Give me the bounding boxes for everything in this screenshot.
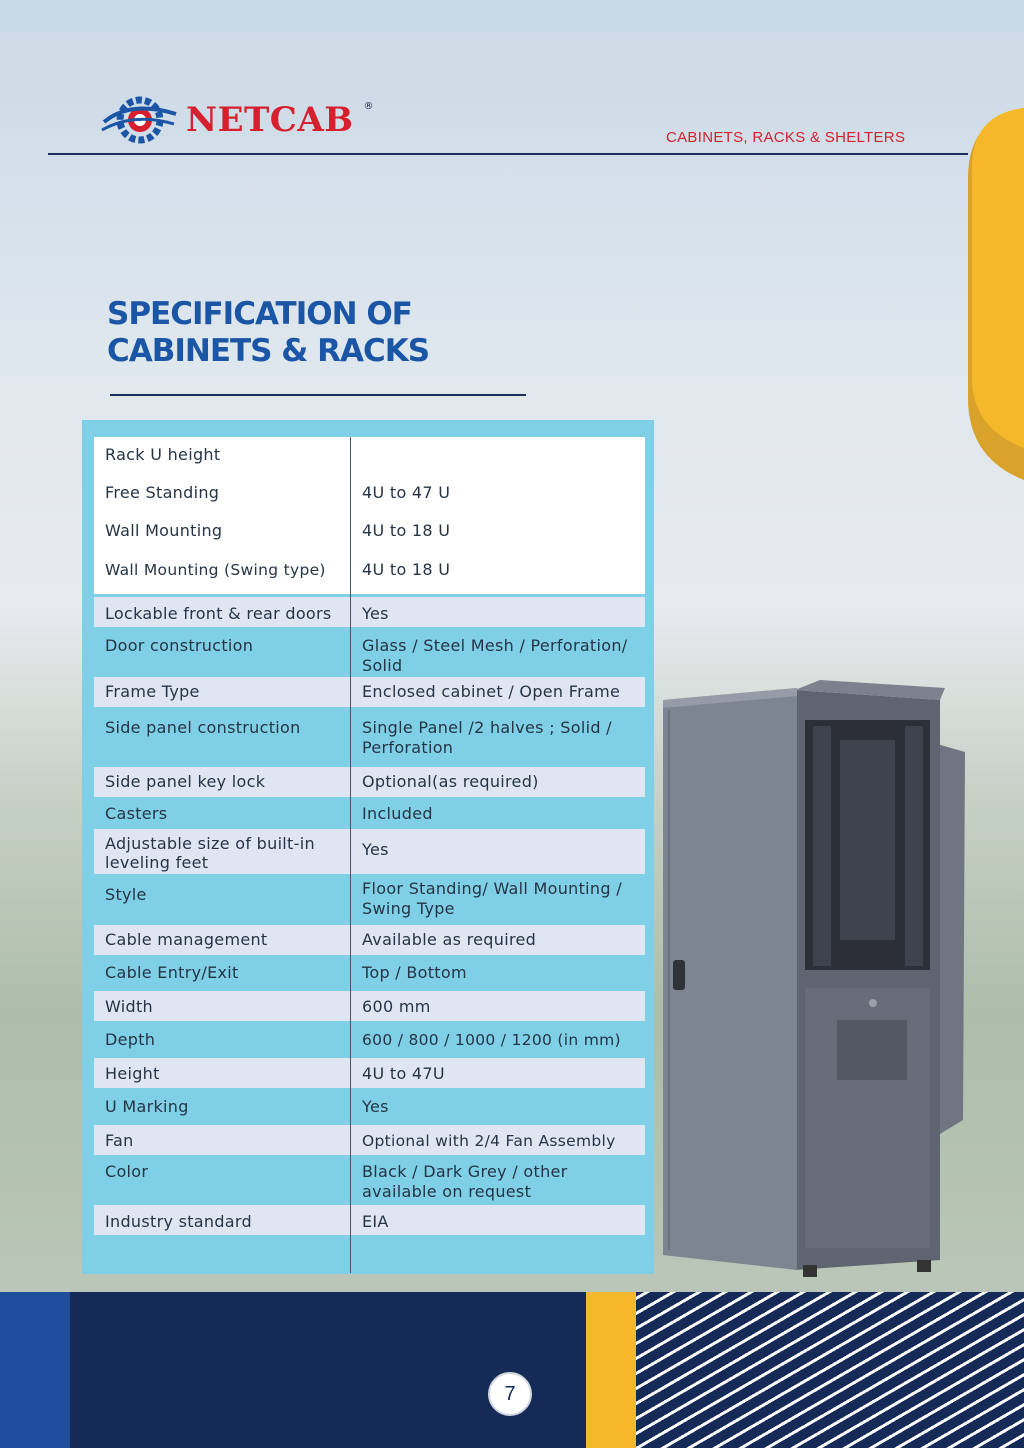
spec-label: Cable Entry/Exit [105,963,239,982]
spec-value: 4U to 47 U [362,483,451,502]
header-tagline: CABINETS, RACKS & SHELTERS [666,129,906,146]
spec-label: Adjustable size of built-in leveling feet [105,834,315,872]
spec-value: Enclosed cabinet / Open Frame [362,682,621,701]
spec-label: Door construction [105,636,254,655]
table-column-divider [350,437,351,1273]
spec-label: Color [105,1162,149,1181]
title-underline [110,394,526,396]
spec-label: Frame Type [105,682,200,701]
spec-value: Optional(as required) [362,772,539,791]
spec-label: Depth [105,1030,156,1049]
spec-value: Yes [362,1097,389,1116]
spec-value: Single Panel /2 halves ; Solid / Perforation [362,718,612,757]
footer-yellow-strip [586,1292,636,1448]
spec-label: Width [105,997,153,1016]
spec-value: EIA [362,1212,389,1231]
brand-name: NETCAB [186,100,354,140]
header-divider [48,153,968,155]
spec-label: Cable management [105,930,268,949]
spec-value: 4U to 47U [362,1064,445,1083]
spec-value: Black / Dark Grey / other available on request [362,1162,568,1201]
title-line-2: CABINETS & RACKS [107,333,430,369]
spec-value: 600 / 800 / 1000 / 1200 (in mm) [362,1031,621,1049]
spec-label: Side panel construction [105,718,301,737]
spec-label: Free Standing [105,483,220,502]
registered-mark: ® [363,100,374,112]
spec-label: Fan [105,1131,134,1150]
spec-label: U Marking [105,1097,189,1116]
footer-blue-strip [0,1292,70,1448]
spec-label: Wall Mounting [105,521,223,540]
spec-value: Top / Bottom [362,963,467,982]
spec-label: Rack U height [105,445,221,464]
gear-globe-logo-icon [100,92,178,148]
side-accent-tab [968,108,1024,480]
spec-label: Industry standard [105,1212,252,1231]
spec-value: Floor Standing/ Wall Mounting / Swing Type [362,879,622,918]
spec-value: 4U to 18 U [362,560,451,579]
spec-value: 600 mm [362,997,431,1016]
spec-value: 4U to 18 U [362,521,451,540]
spec-value: Included [362,804,433,823]
spec-value: Yes [362,840,389,859]
spec-label: Height [105,1064,160,1083]
spec-label: Lockable front & rear doors [105,604,332,623]
footer-stripe-pattern [636,1292,1024,1448]
page-number: 7 [488,1372,532,1416]
server-cabinet-image [655,670,985,1282]
spec-label: Style [105,885,147,904]
spec-label: Casters [105,804,168,823]
spec-value: Available as required [362,930,537,949]
spec-value: Optional with 2/4 Fan Assembly [362,1132,616,1150]
spec-label: Side panel key lock [105,772,266,791]
spec-value: Yes [362,604,389,623]
brand-logo [100,92,373,148]
spec-label: Wall Mounting (Swing type) [105,561,326,579]
spec-value: Glass / Steel Mesh / Perforation/ Solid [362,636,628,675]
title-line-1: SPECIFICATION OF [107,296,412,332]
page-title [107,296,429,370]
